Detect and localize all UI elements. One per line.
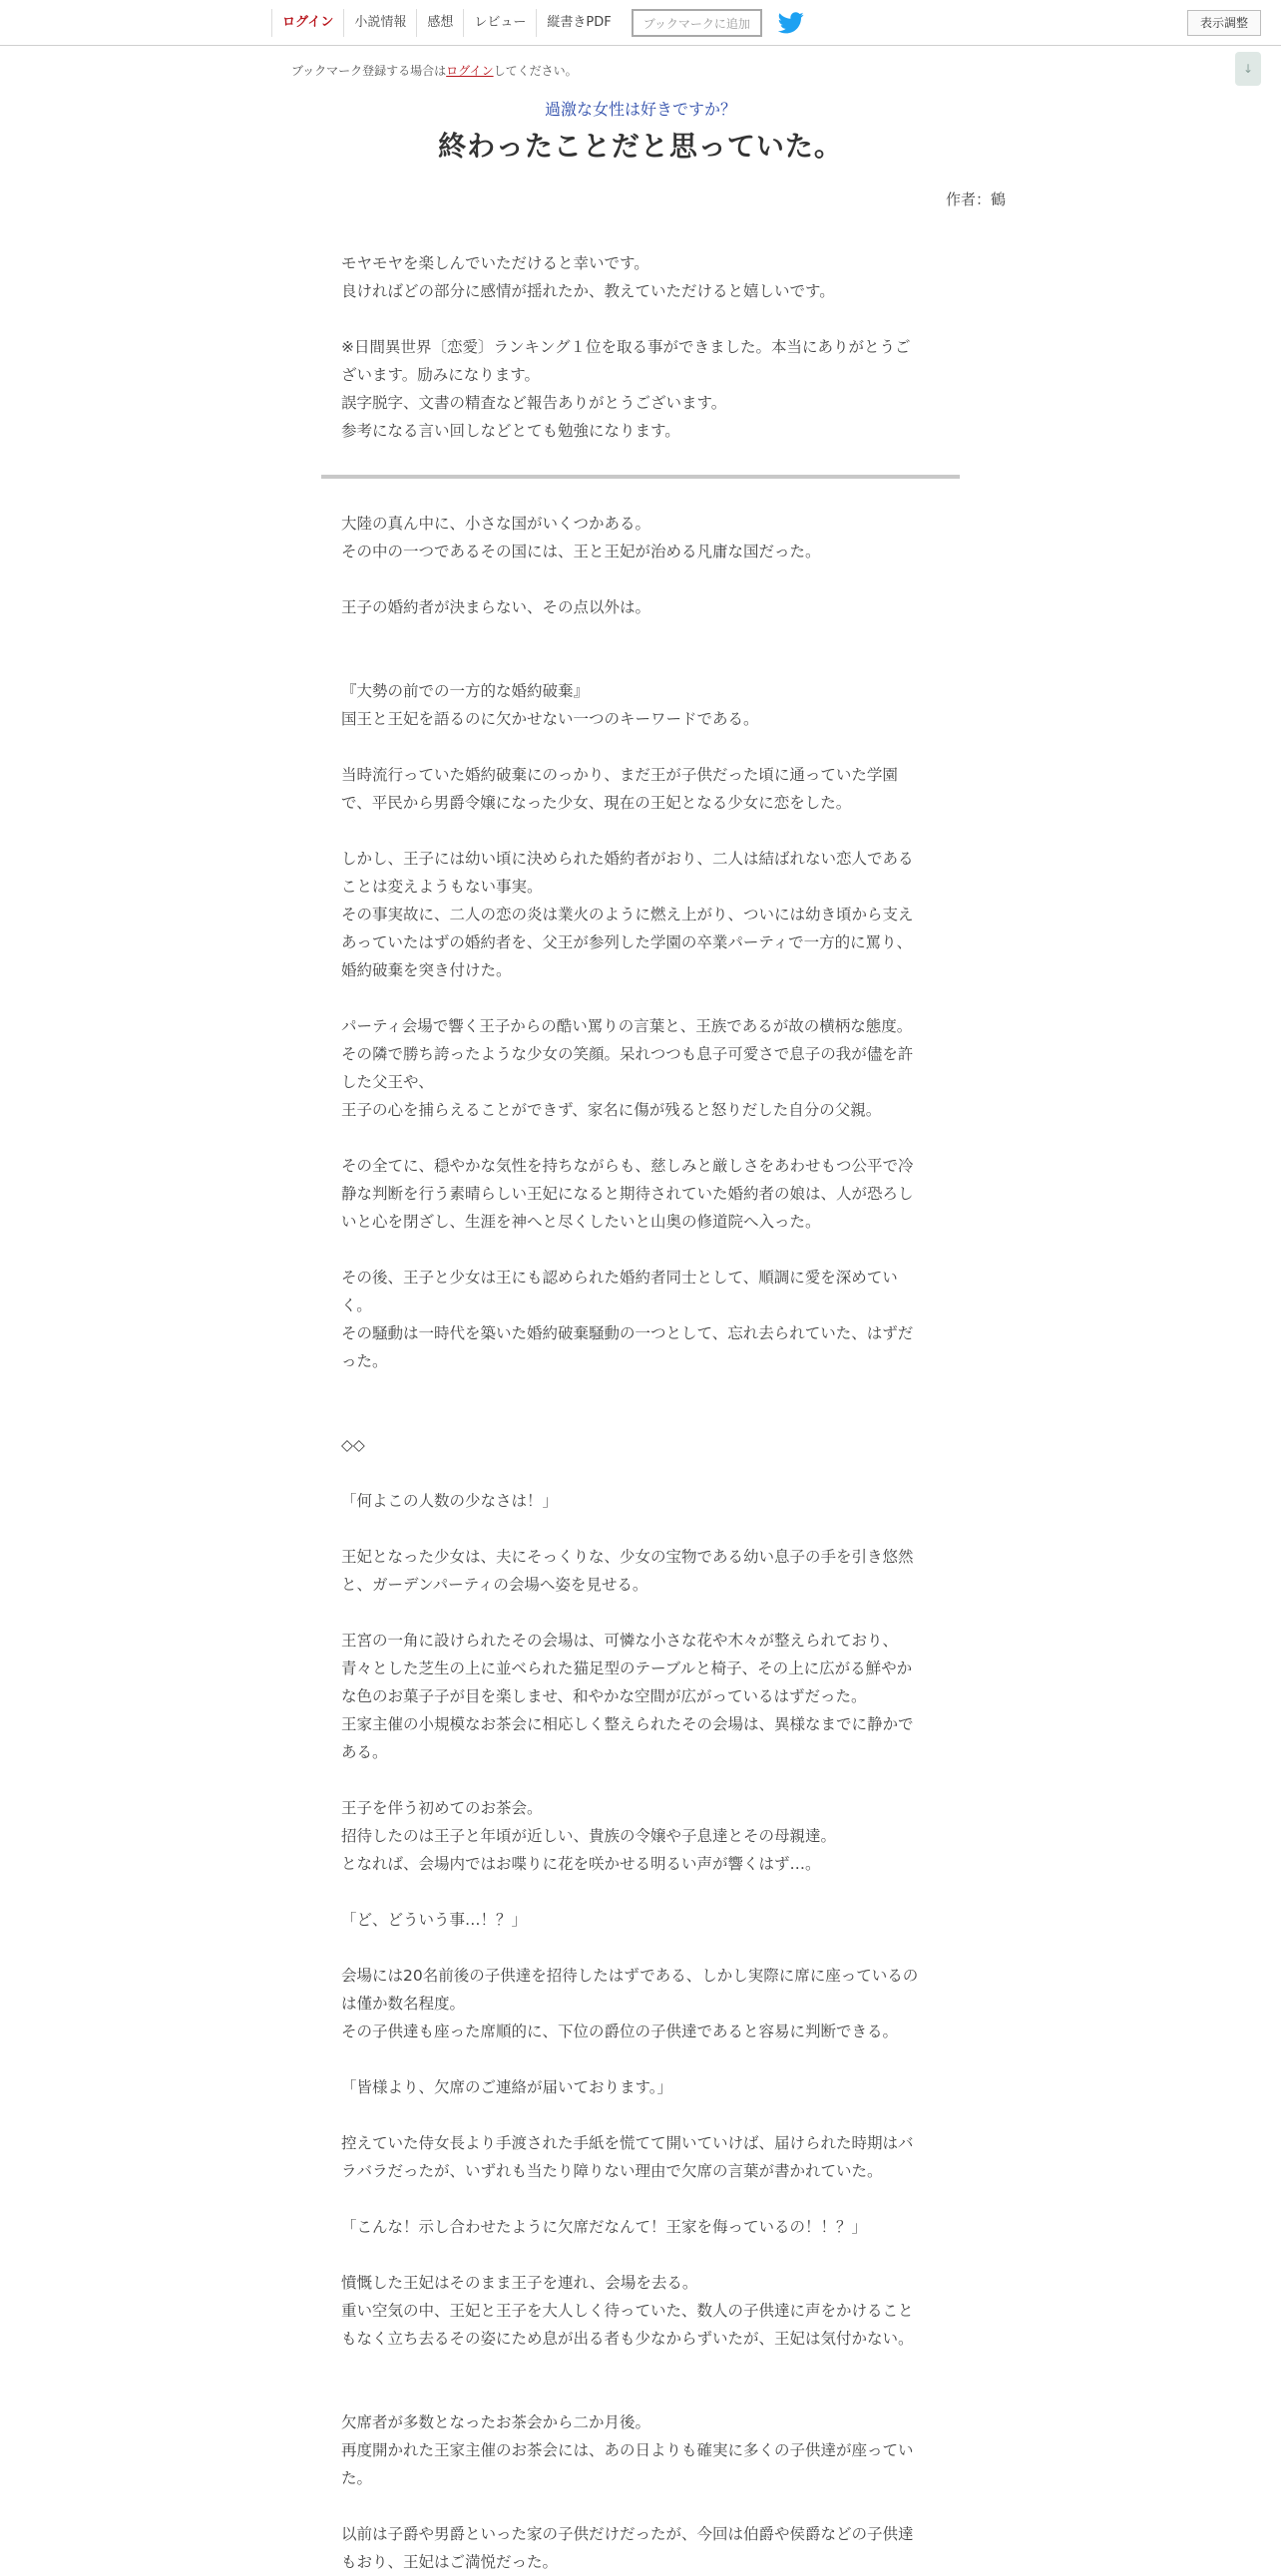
preface-line: モヤモヤを楽しんでいただけると幸いです。 <box>341 254 649 272</box>
body-line <box>341 984 940 1012</box>
twitter-icon[interactable] <box>778 12 804 34</box>
add-bookmark-button[interactable]: ブックマークに追加 <box>632 9 762 37</box>
body-line <box>341 2045 940 2073</box>
body-line: 王宮の一角に設けられたその会場は、可憐な小さな花や木々が整えられており、 <box>341 1632 899 1650</box>
body-line <box>341 2381 940 2408</box>
body-line: 重い空気の中、王妃と王子を大人しく待っていた、数人の子供達に声をかけること <box>341 2302 914 2320</box>
body-line: その中の一つであるその国には、王と王妃が治める凡庸な国だった。 <box>341 543 821 560</box>
body-line: 「何よこの人数の少なさは！」 <box>341 1492 559 1510</box>
body-line: 以前は子爵や男爵といった家の子供だけだったが、今回は伯爵や侯爵などの子供達 <box>341 2525 914 2543</box>
body-line: ある。 <box>341 1743 388 1761</box>
body-line: 婚約破棄を突き付けた。 <box>341 961 512 979</box>
body-line: 王妃となった少女は、夫にそっくりな、少女の宝物である幼い息子の手を引き悠然 <box>341 1548 914 1566</box>
author-name: 作者：鶴 <box>945 190 1006 208</box>
body-line <box>341 2185 940 2213</box>
body-line <box>341 1124 940 1152</box>
preface-line: 良ければどの部分に感情が揺れたか、教えていただけると嬉しいです。 <box>341 282 835 300</box>
body-line <box>341 1459 940 1487</box>
body-line: 王子の心を捕らえることができず、家名に傷が残ると怒りだした自分の父親。 <box>341 1101 882 1119</box>
body-line: 「こんな！示し合わせたように欠席だなんて！王家を侮っているの！！？」 <box>341 2218 868 2236</box>
body-line: で、平民から男爵令嬢になった少女、現在の王妃となる少女に恋をした。 <box>341 794 852 812</box>
body-line: その騒動は一時代を築いた婚約破棄騒動の一つとして、忘れ去られていた、はずだ <box>341 1324 914 1342</box>
preface-line: 参考になる言い回しなどとても勉強になります。 <box>341 422 680 440</box>
body-line: は僅か数名程度。 <box>341 1995 466 2013</box>
nav-menu <box>271 0 804 46</box>
notice-text-before: ブックマーク登録する場合は <box>291 64 447 78</box>
preface-divider <box>321 475 960 479</box>
body-line: パーティ会場で響く王子からの酷い罵りの言葉と、王族であるが故の横柄な態度。 <box>341 1017 913 1035</box>
novel-body-text <box>341 510 940 2576</box>
body-line <box>341 621 940 649</box>
body-line: 静な判断を行う素晴らしい王妃になると期待されていた婚約者の娘は、人が恐ろし <box>341 1185 914 1203</box>
body-line: と、ガーデンパーティの会場へ姿を見せる。 <box>341 1576 648 1594</box>
body-line: ◇◇ <box>341 1436 365 1454</box>
preface-line: ざいます。励みになります。 <box>341 366 541 384</box>
body-line: その全てに、穏やかな気性を持ちながらも、慈しみと厳しさをあわせもつ公平で冷 <box>341 1157 914 1175</box>
body-line <box>341 817 940 845</box>
body-line: 招待したのは王子と年頃が近しい、貴族の令嬢や子息達とその母親達。 <box>341 1827 837 1845</box>
body-line: した父王や、 <box>341 1073 434 1091</box>
nav-review-link[interactable]: レビュー <box>463 9 536 37</box>
body-line: 再度開かれた王家主催のお茶会には、あの日よりも確実に多くの子供達が座ってい <box>341 2441 914 2459</box>
preface-line: ※日間異世界〔恋愛〕ランキング１位を取る事ができました。本当にありがとうご <box>341 338 911 356</box>
body-line <box>341 733 940 761</box>
nav-login-link[interactable]: ログイン <box>271 9 343 37</box>
notice-login-link[interactable]: ログイン <box>446 64 494 78</box>
nav-vertical-pdf-link[interactable]: 縦書きPDF <box>536 9 621 37</box>
body-line: 憤慨した王妃はそのまま王子を連れ、会場を去る。 <box>341 2274 698 2292</box>
body-line: た。 <box>341 2469 373 2487</box>
body-line: 王子を伴う初めてのお茶会。 <box>341 1799 543 1817</box>
body-line: あっていたはずの婚約者を、父王が参列した学園の卒業パーティで一方的に罵り、 <box>341 933 913 951</box>
scroll-down-button[interactable]: ↓ <box>1235 52 1261 86</box>
body-line: 青々とした芝生の上に並べられた猫足型のテーブルと椅子、その上に広がる鮮やか <box>341 1659 913 1677</box>
nav-impressions-link[interactable]: 感想 <box>416 9 463 37</box>
body-line <box>341 649 940 677</box>
body-line <box>341 1878 940 1906</box>
body-line: 王子の婚約者が決まらない、その点以外は。 <box>341 598 651 616</box>
preface-line <box>341 305 940 333</box>
body-line: その隣で勝ち誇ったような少女の笑顔。呆れつつも息子可愛さで息子の我が儘を許 <box>341 1045 914 1063</box>
notice-text-after: してください。 <box>493 64 578 78</box>
body-line: な色のお菓子子が目を楽しませ、和やかな空間が広がっているはずだった。 <box>341 1687 867 1705</box>
body-line: 控えていた侍女長より手渡された手紙を慌てて開いていけば、届けられた時期はバ <box>341 2134 914 2152</box>
body-line <box>341 1375 940 1403</box>
body-line: ことは変えようもない事実。 <box>341 878 543 896</box>
body-line <box>341 565 940 593</box>
body-line: となれば、会場内ではお喋りに花を咲かせる明るい声が響くはず…。 <box>341 1855 821 1873</box>
body-line: いと心を閉ざし、生涯を神へと尽くしたいと山奥の修道院へ入った。 <box>341 1213 821 1231</box>
top-navigation-bar <box>0 0 1281 46</box>
body-line: もおり、王妃はご満悦だった。 <box>341 2553 559 2571</box>
display-settings-button[interactable]: 表示調整 <box>1187 10 1261 36</box>
body-line: 国王と王妃を語るのに欠かせない一つのキーワードである。 <box>341 710 759 728</box>
body-line: った。 <box>341 1352 388 1370</box>
body-line <box>341 1934 940 1962</box>
body-line: 「皆様より、欠席のご連絡が届いております。」 <box>341 2078 673 2096</box>
body-line <box>341 1599 940 1627</box>
body-line: く。 <box>341 1296 372 1314</box>
body-line <box>341 2492 940 2520</box>
body-line: 欠席者が多数となったお茶会から二か月後。 <box>341 2413 651 2431</box>
body-line <box>341 1236 940 1264</box>
body-line <box>341 1403 940 1431</box>
body-line <box>341 2241 940 2269</box>
body-line: その後、王子と少女は王にも認められた婚約者同士として、順調に愛を深めてい <box>341 1269 898 1287</box>
bookmark-login-notice <box>291 62 578 79</box>
body-line: その子供達も座った席順的に、下位の爵位の子供達であると容易に判断できる。 <box>341 2023 899 2040</box>
body-line <box>341 1515 940 1543</box>
preface-text <box>341 249 940 445</box>
body-line: 会場には20名前後の子供達を招待したはずである、しかし実際に席に座っているの <box>341 1967 919 1985</box>
body-line: 「ど、どういう事…！？」 <box>341 1911 528 1929</box>
preface-line: 誤字脱字、文書の精査など報告ありがとうございます。 <box>341 394 727 412</box>
body-line <box>341 2101 940 2129</box>
body-line: しかし、王子には幼い頃に決められた婚約者がおり、二人は結ばれない恋人である <box>341 850 914 868</box>
nav-novel-info-link[interactable]: 小説情報 <box>343 9 416 37</box>
body-line: 王家主催の小規模なお茶会に相応しく整えられたその会場は、異様なまでに静かで <box>341 1715 914 1733</box>
body-line <box>341 2353 940 2381</box>
series-title-link[interactable]: 過激な女性は好きですか？ <box>544 100 736 119</box>
body-line: ラバラだったが、いずれも当たり障りない理由で欠席の言葉が書かれていた。 <box>341 2162 883 2180</box>
body-line: その事実故に、二人の恋の炎は業火のように燃え上がり、ついには幼き頃から支え <box>341 906 914 923</box>
body-line: 大陸の真ん中に、小さな国がいくつかある。 <box>341 515 651 533</box>
novel-title: 終わったことだと思っていた。 <box>438 130 843 163</box>
body-line: 当時流行っていた婚約破棄にのっかり、まだ王が子供だった頃に通っていた学園 <box>341 766 898 784</box>
body-line: 『大勢の前での一方的な婚約破棄』 <box>341 682 590 700</box>
body-line: もなく立ち去るその姿にため息が出る者も少なからずいたが、王妃は気付かない。 <box>341 2330 914 2348</box>
body-line <box>341 1766 940 1794</box>
